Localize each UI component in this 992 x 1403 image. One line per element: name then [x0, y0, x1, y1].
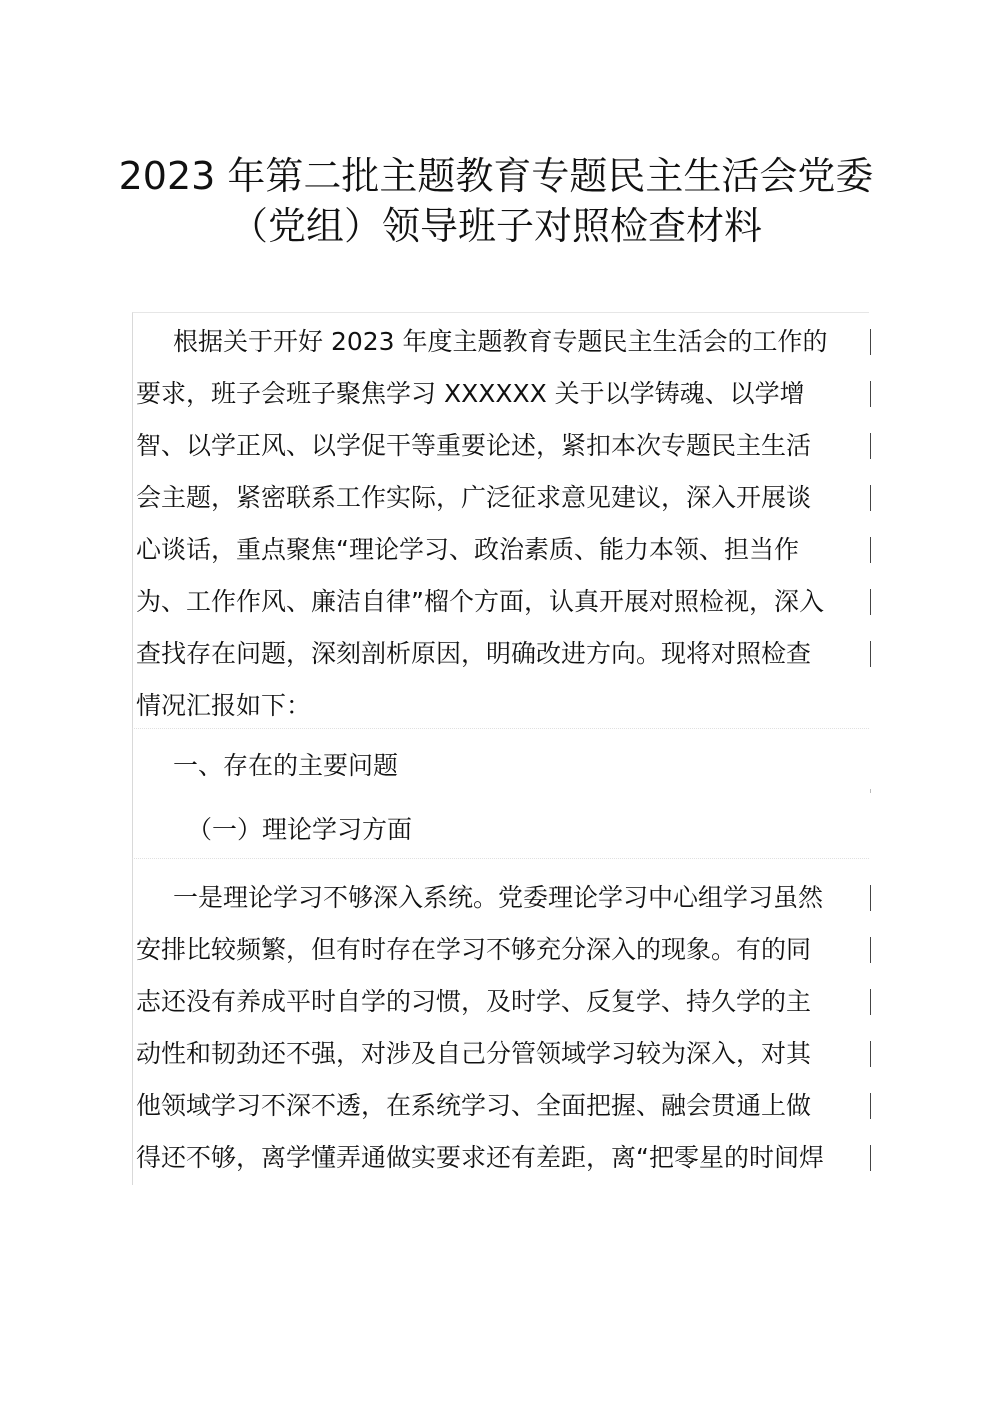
paragraph-line: 他领域学习不深不透，在系统学习、全面把握、融会贯通上做 [136, 1091, 812, 1120]
text-boundary-mark [870, 937, 871, 963]
document-title-line-2: （党组）领导班子对照检查材料 [229, 204, 762, 248]
headings-block [132, 728, 869, 859]
text-boundary-mark [870, 789, 871, 793]
paragraph-line: 志还没有养成平时自学的习惯，及时学、反复学、持久学的主 [136, 987, 812, 1016]
intro-paragraph [132, 312, 869, 729]
paragraph-line: 智、以学正风、以学促干等重要论述，紧扣本次专题民主生活 [136, 431, 812, 460]
paragraph-line: 要求，班子会班子聚焦学习 XXXXXX 关于以学铸魂、以学增 [136, 379, 805, 408]
text-boundary-mark [870, 1145, 871, 1171]
paragraph-line: 一是理论学习不够深入系统。党委理论学习中心组学习虽然 [173, 883, 824, 912]
text-boundary-mark [870, 433, 871, 459]
text-boundary-mark [870, 885, 871, 911]
text-boundary-mark [870, 381, 871, 407]
document-title-line-1: 2023 年第二批主题教育专题民主生活会党委 [118, 154, 874, 198]
paragraph-line: 安排比较频繁，但有时存在学习不够充分深入的现象。有的同 [136, 935, 812, 964]
paragraph-line: 根据关于开好 2023 年度主题教育专题民主生活会的工作的 [173, 327, 828, 356]
text-boundary-mark [870, 485, 871, 511]
text-boundary-mark [870, 589, 871, 615]
paragraph-line: 得还不够，离学懂弄通做实要求还有差距，离“把零星的时间焊 [136, 1143, 824, 1172]
paragraph-line: 情况汇报如下： [136, 691, 312, 720]
text-boundary-mark [870, 537, 871, 563]
paragraph-line: 为、工作作风、廉洁自律”榴个方面，认真开展对照检视，深入 [136, 587, 824, 616]
paragraph-line: 查找存在问题，深刻剖析原因，明确改进方向。现将对照检查 [136, 639, 812, 668]
paragraph-line: 动性和韧劲还不强，对涉及自己分管领域学习较为深入，对其 [136, 1039, 812, 1068]
text-boundary-mark [870, 641, 871, 667]
paragraph-line: 心谈话，重点聚焦“理论学习、政治素质、能力本领、担当作 [136, 535, 799, 564]
paragraph-line: 会主题，紧密联系工作实际，广泛征求意见建议，深入开展谈 [136, 483, 812, 512]
text-boundary-mark [870, 1093, 871, 1119]
section-heading: 一、存在的主要问题 [173, 751, 399, 780]
text-boundary-mark [870, 329, 871, 355]
text-boundary-mark [870, 989, 871, 1015]
body-paragraph [132, 858, 869, 1185]
subsection-heading: （一）理论学习方面 [187, 815, 413, 844]
text-boundary-mark [870, 1041, 871, 1067]
